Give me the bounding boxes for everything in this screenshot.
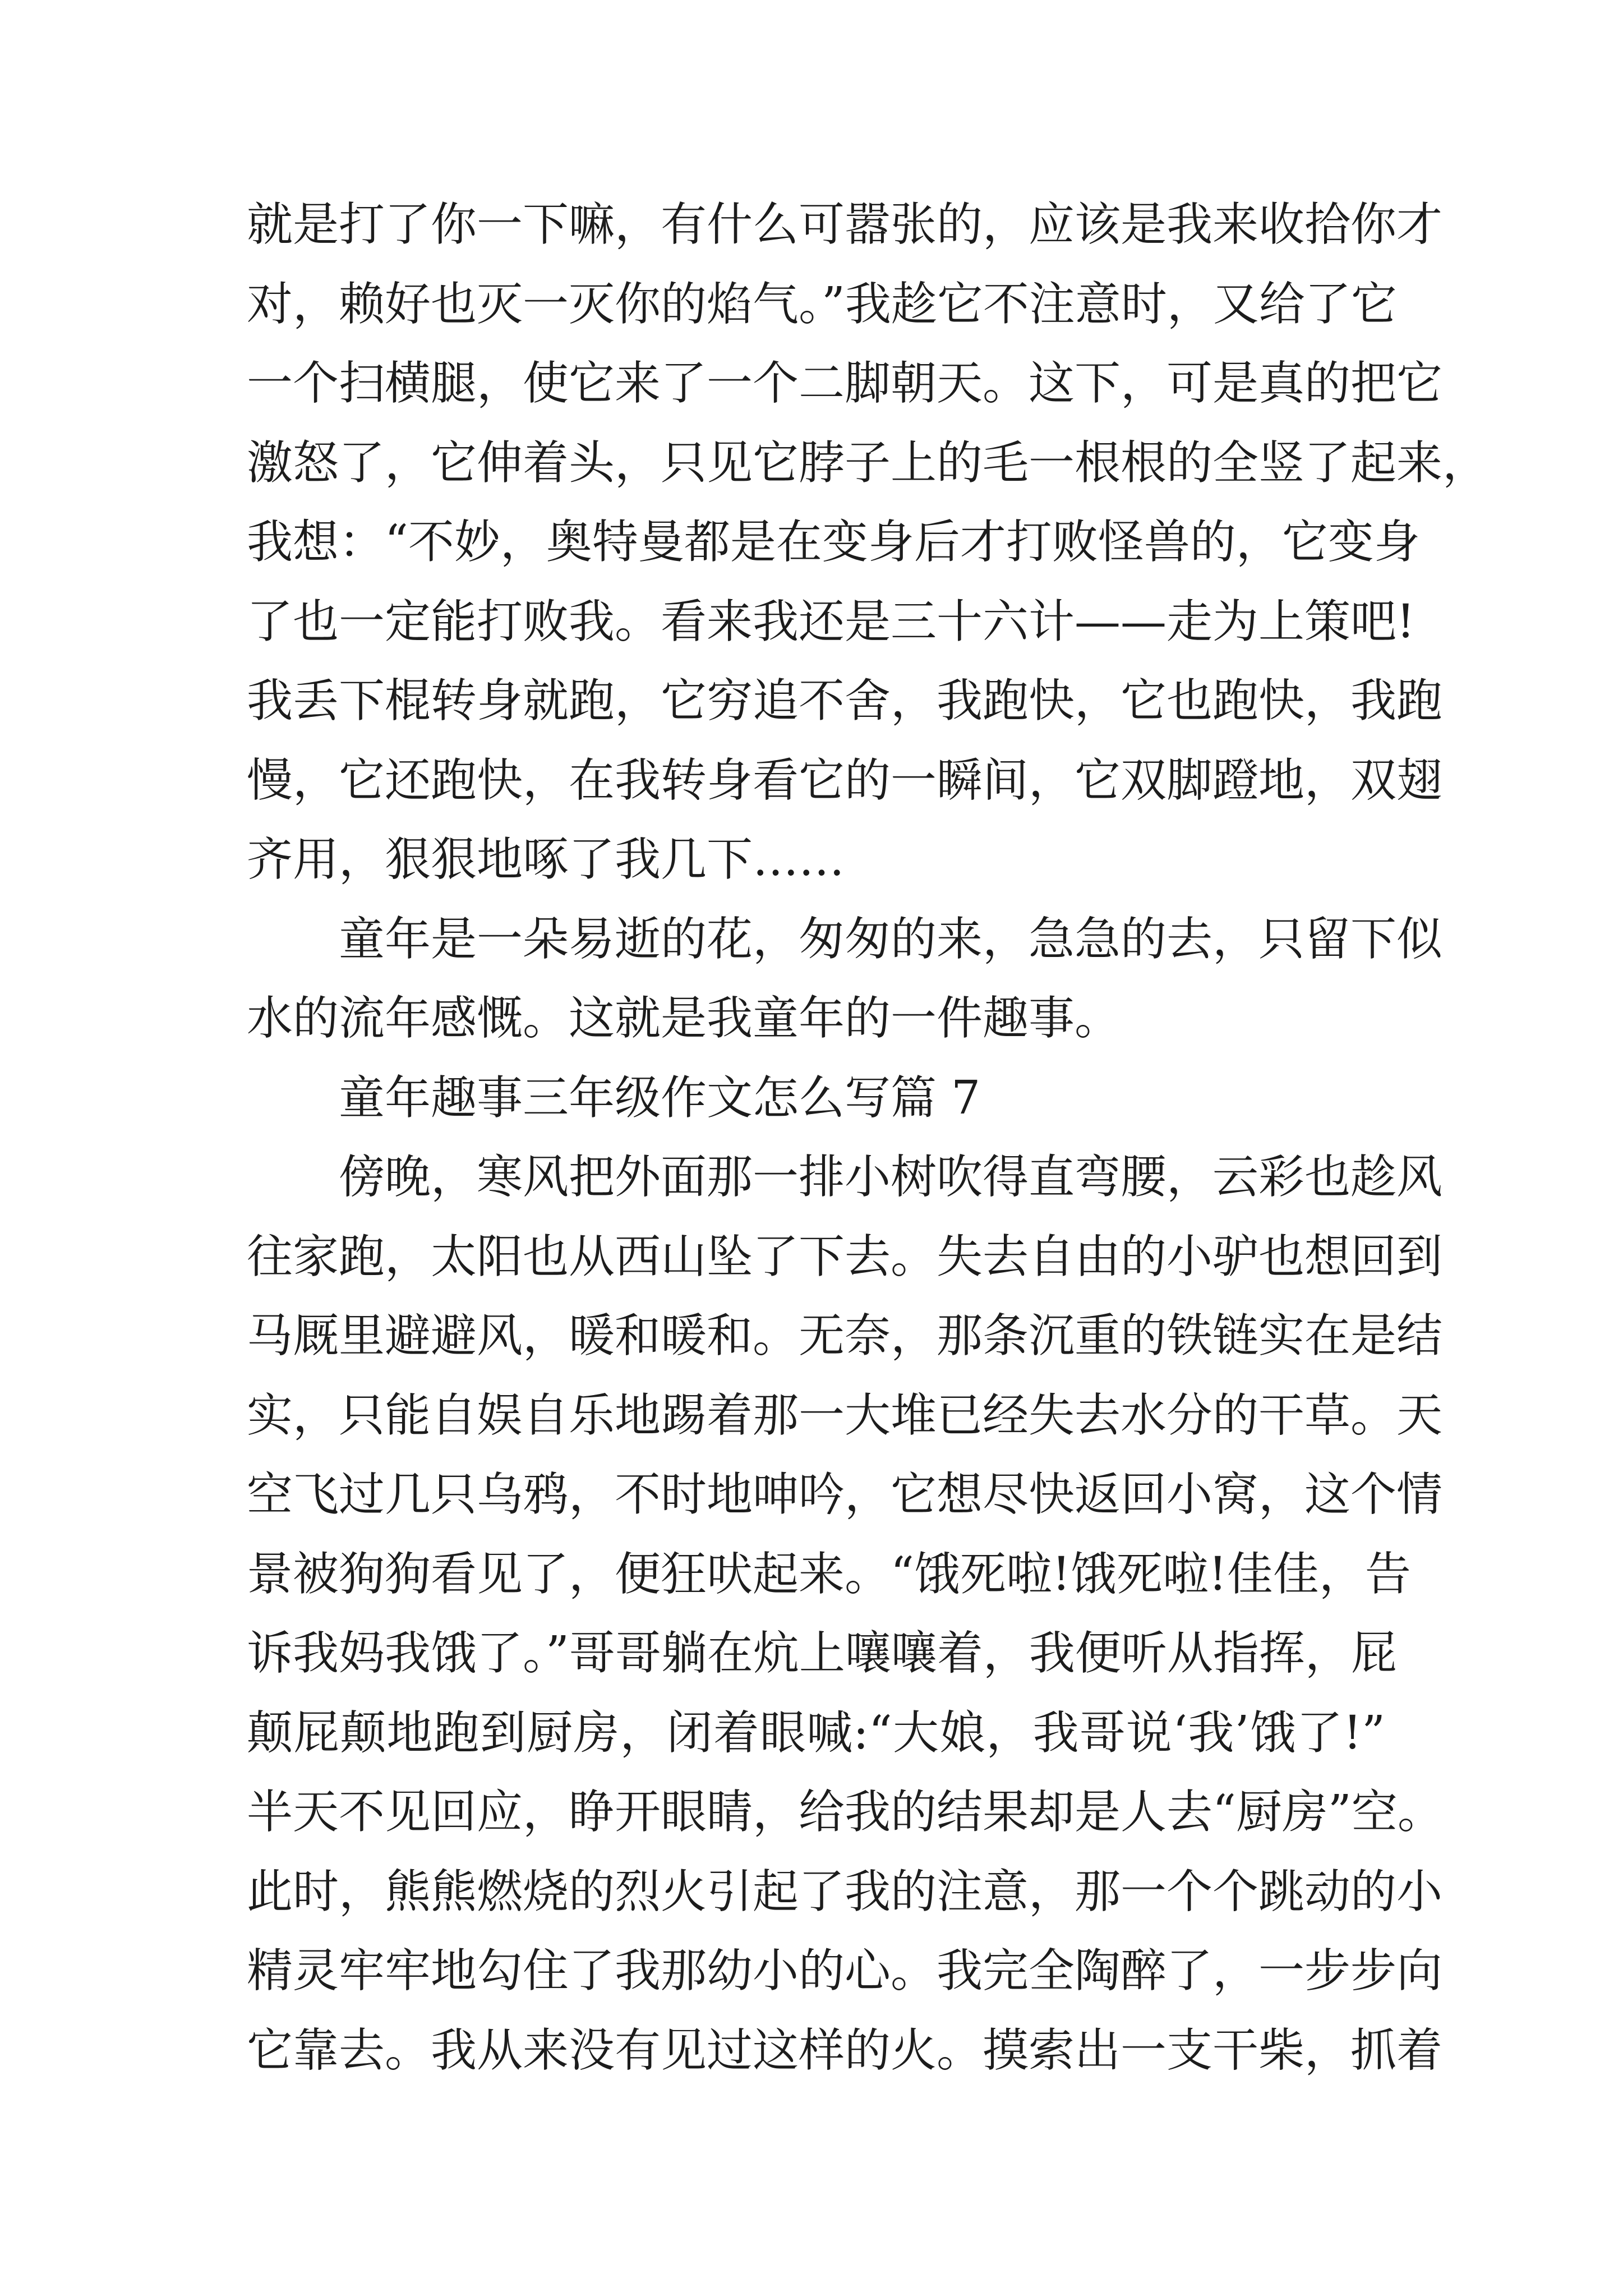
text-line: 慢，它还跑快，在我转身看它的一瞬间，它双脚蹬地，双翅 [247,753,1443,807]
text-line: 此时，熊熊燃烧的烈火引起了我的注意，那一个个跳动的小 [247,1865,1443,1918]
text-line: 对，赖好也灭一灭你的焰气。”我趁它不注意时，又给了它 [247,277,1397,331]
essay-text [247,185,1489,2090]
text-line: 水的流年感慨。这就是我童年的一件趣事。 [247,992,1121,1045]
text-line: 往家跑，太阳也从西山坠了下去。失去自由的小驴也想回到 [247,1230,1443,1283]
text-line: 精灵牢牢地勾住了我那幼小的心。我完全陶醉了，一步步向 [247,1944,1443,1998]
text-line: 实，只能自娱自乐地踢着那一大堆已经失去水分的干草。天 [247,1388,1443,1442]
text-line: 童年是一朵易逝的花，匆匆的来，急急的去，只留下似 [339,912,1443,966]
text-line: 齐用，狠狠地啄了我几下…… [247,833,845,886]
text-line: 半天不见回应，睁开眼睛，给我的结果却是人去“厨房”空。 [247,1786,1444,1839]
text-line: 了也一定能打败我。看来我还是三十六计——走为上策吧! [247,595,1415,648]
text-line: 马厩里避避风，暖和暖和。无奈，那条沉重的铁链实在是结 [247,1309,1443,1363]
text-line: 童年趣事三年级作文怎么写篇 7 [339,1071,981,1125]
text-line: 颠屁颠地跑到厨房，闭着眼喊:“大娘，我哥说‘我’饿了!” [247,1706,1385,1760]
text-line: 景被狗狗看见了，便狂吠起来。“饿死啦!饿死啦!佳佳，告 [247,1547,1411,1601]
text-line: 傍晚，寒风把外面那一排小树吹得直弯腰，云彩也趁风 [339,1151,1443,1204]
text-line: 我想：“不妙，奥特曼都是在变身后才打败怪兽的，它变身 [247,516,1420,569]
text-line: 我丢下棍转身就跑，它穷追不舍，我跑快，它也跑快，我跑 [247,674,1443,728]
text-line: 它靠去。我从来没有见过这样的火。摸索出一支干柴，抓着 [247,2023,1443,2077]
text-line: 诉我妈我饿了。”哥哥躺在炕上嚷嚷着，我便听从指挥，屁 [247,1627,1397,1680]
text-line: 一个扫横腿，使它来了一个二脚朝天。这下，可是真的把它 [247,357,1443,410]
text-line: 空飞过几只乌鸦，不时地呻吟，它想尽快返回小窝，这个情 [247,1468,1443,1521]
text-line: 就是打了你一下嘛，有什么可嚣张的，应该是我来收拾你才 [247,198,1443,251]
text-line: 激怒了，它伸着头，只见它脖子上的毛一根根的全竖了起来， [247,436,1489,490]
